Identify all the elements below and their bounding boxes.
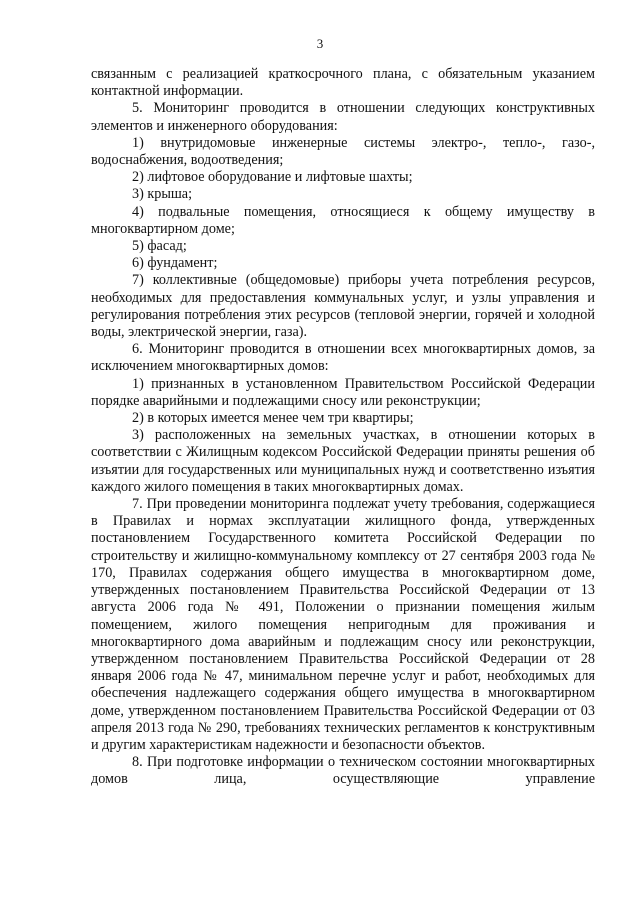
list-item-5-5: 5) фасад; <box>132 238 187 255</box>
list-item-6-3: 3) расположенных на земельных участках, в отношении которых в соответствии с Жилищным кодексом Российской Федерации приняты решения об изъятии для государственных или муниципальных нужд и соответственно изъятия каждого жилого помещения в таких многоквартирных домах. <box>91 427 595 495</box>
page-number: 3 <box>316 36 324 51</box>
list-item-5-2: 2) лифтовое оборудование и лифтовые шахты; <box>132 169 413 186</box>
list-item-6-1: 1) признанных в установленном Правительством Российской Федерации порядке аварийными и подлежащими сносу или реконструкции; <box>91 375 595 409</box>
list-item-5-7: 7) коллективные (общедомовые) приборы учета потребления ресурсов, необходимых для предоставления коммунальных услуг, и узлы управления и регулирования потребления этих ресурсов (тепловой энергии, горячей и холодной воды, электрической энергии, газа). <box>91 272 595 341</box>
list-item-5-6: 6) фундамент; <box>132 255 218 272</box>
paragraph-item-7: 7. При проведении мониторинга подлежат учету требования, содержащиеся в Правилах и нормах эксплуатации жилищного фонда, утвержденных постановлением Государственного комитета Российской Федерации по строительству и жилищно-коммунальному комплексу от 27 сентября 2003 года № 170, Правилах содержания общего имущества в многоквартирном доме, утвержденных постановлением Правительства Российской Федерации от 13 августа 2006 года № 491, Положении о признании помещения жилым помещением, жилого помещения непригодным для проживания и многоквартирного дома аварийным и подлежащим сносу или реконструкции, утвержденном постановлением Правительства Российской Федерации от 28 января 2006 года № 47, минимальном перечне услуг и работ, необходимых для обеспечения надлежащего содержания общего имущества в многоквартирном доме, утвержденном постановлением Правительства Российской Федерации от 03 апреля 2013 года № 290, требованиях технических регламентов к конструктивным и другим характеристикам надежности и безопасности объектов. <box>91 496 595 753</box>
list-item-6-2: 2) в которых имеется менее чем три квартиры; <box>132 410 414 427</box>
paragraph-item-5: 5. Мониторинг проводится в отношении следующих конструктивных элементов и инженерного оборудования: <box>91 100 595 134</box>
list-item-5-3: 3) крыша; <box>132 186 193 203</box>
paragraph-continuation: связанным с реализацией краткосрочного плана, с обязательным указанием контактной информации. <box>91 66 595 100</box>
paragraph-item-6: 6. Мониторинг проводится в отношении всех многоквартирных домов, за исключением многоквартирных домов: <box>91 341 595 375</box>
paragraph-item-8: 8. При подготовке информации о техническом состоянии многоквартирных домов лица, осуществляющие управление <box>91 754 595 788</box>
list-item-5-1: 1) внутридомовые инженерные системы электро-, тепло-, газо-, водоснабжения, водоотведения; <box>91 134 595 169</box>
document-body <box>91 66 595 789</box>
list-item-5-4: 4) подвальные помещения, относящиеся к общему имуществу в многоквартирном доме; <box>91 203 595 237</box>
